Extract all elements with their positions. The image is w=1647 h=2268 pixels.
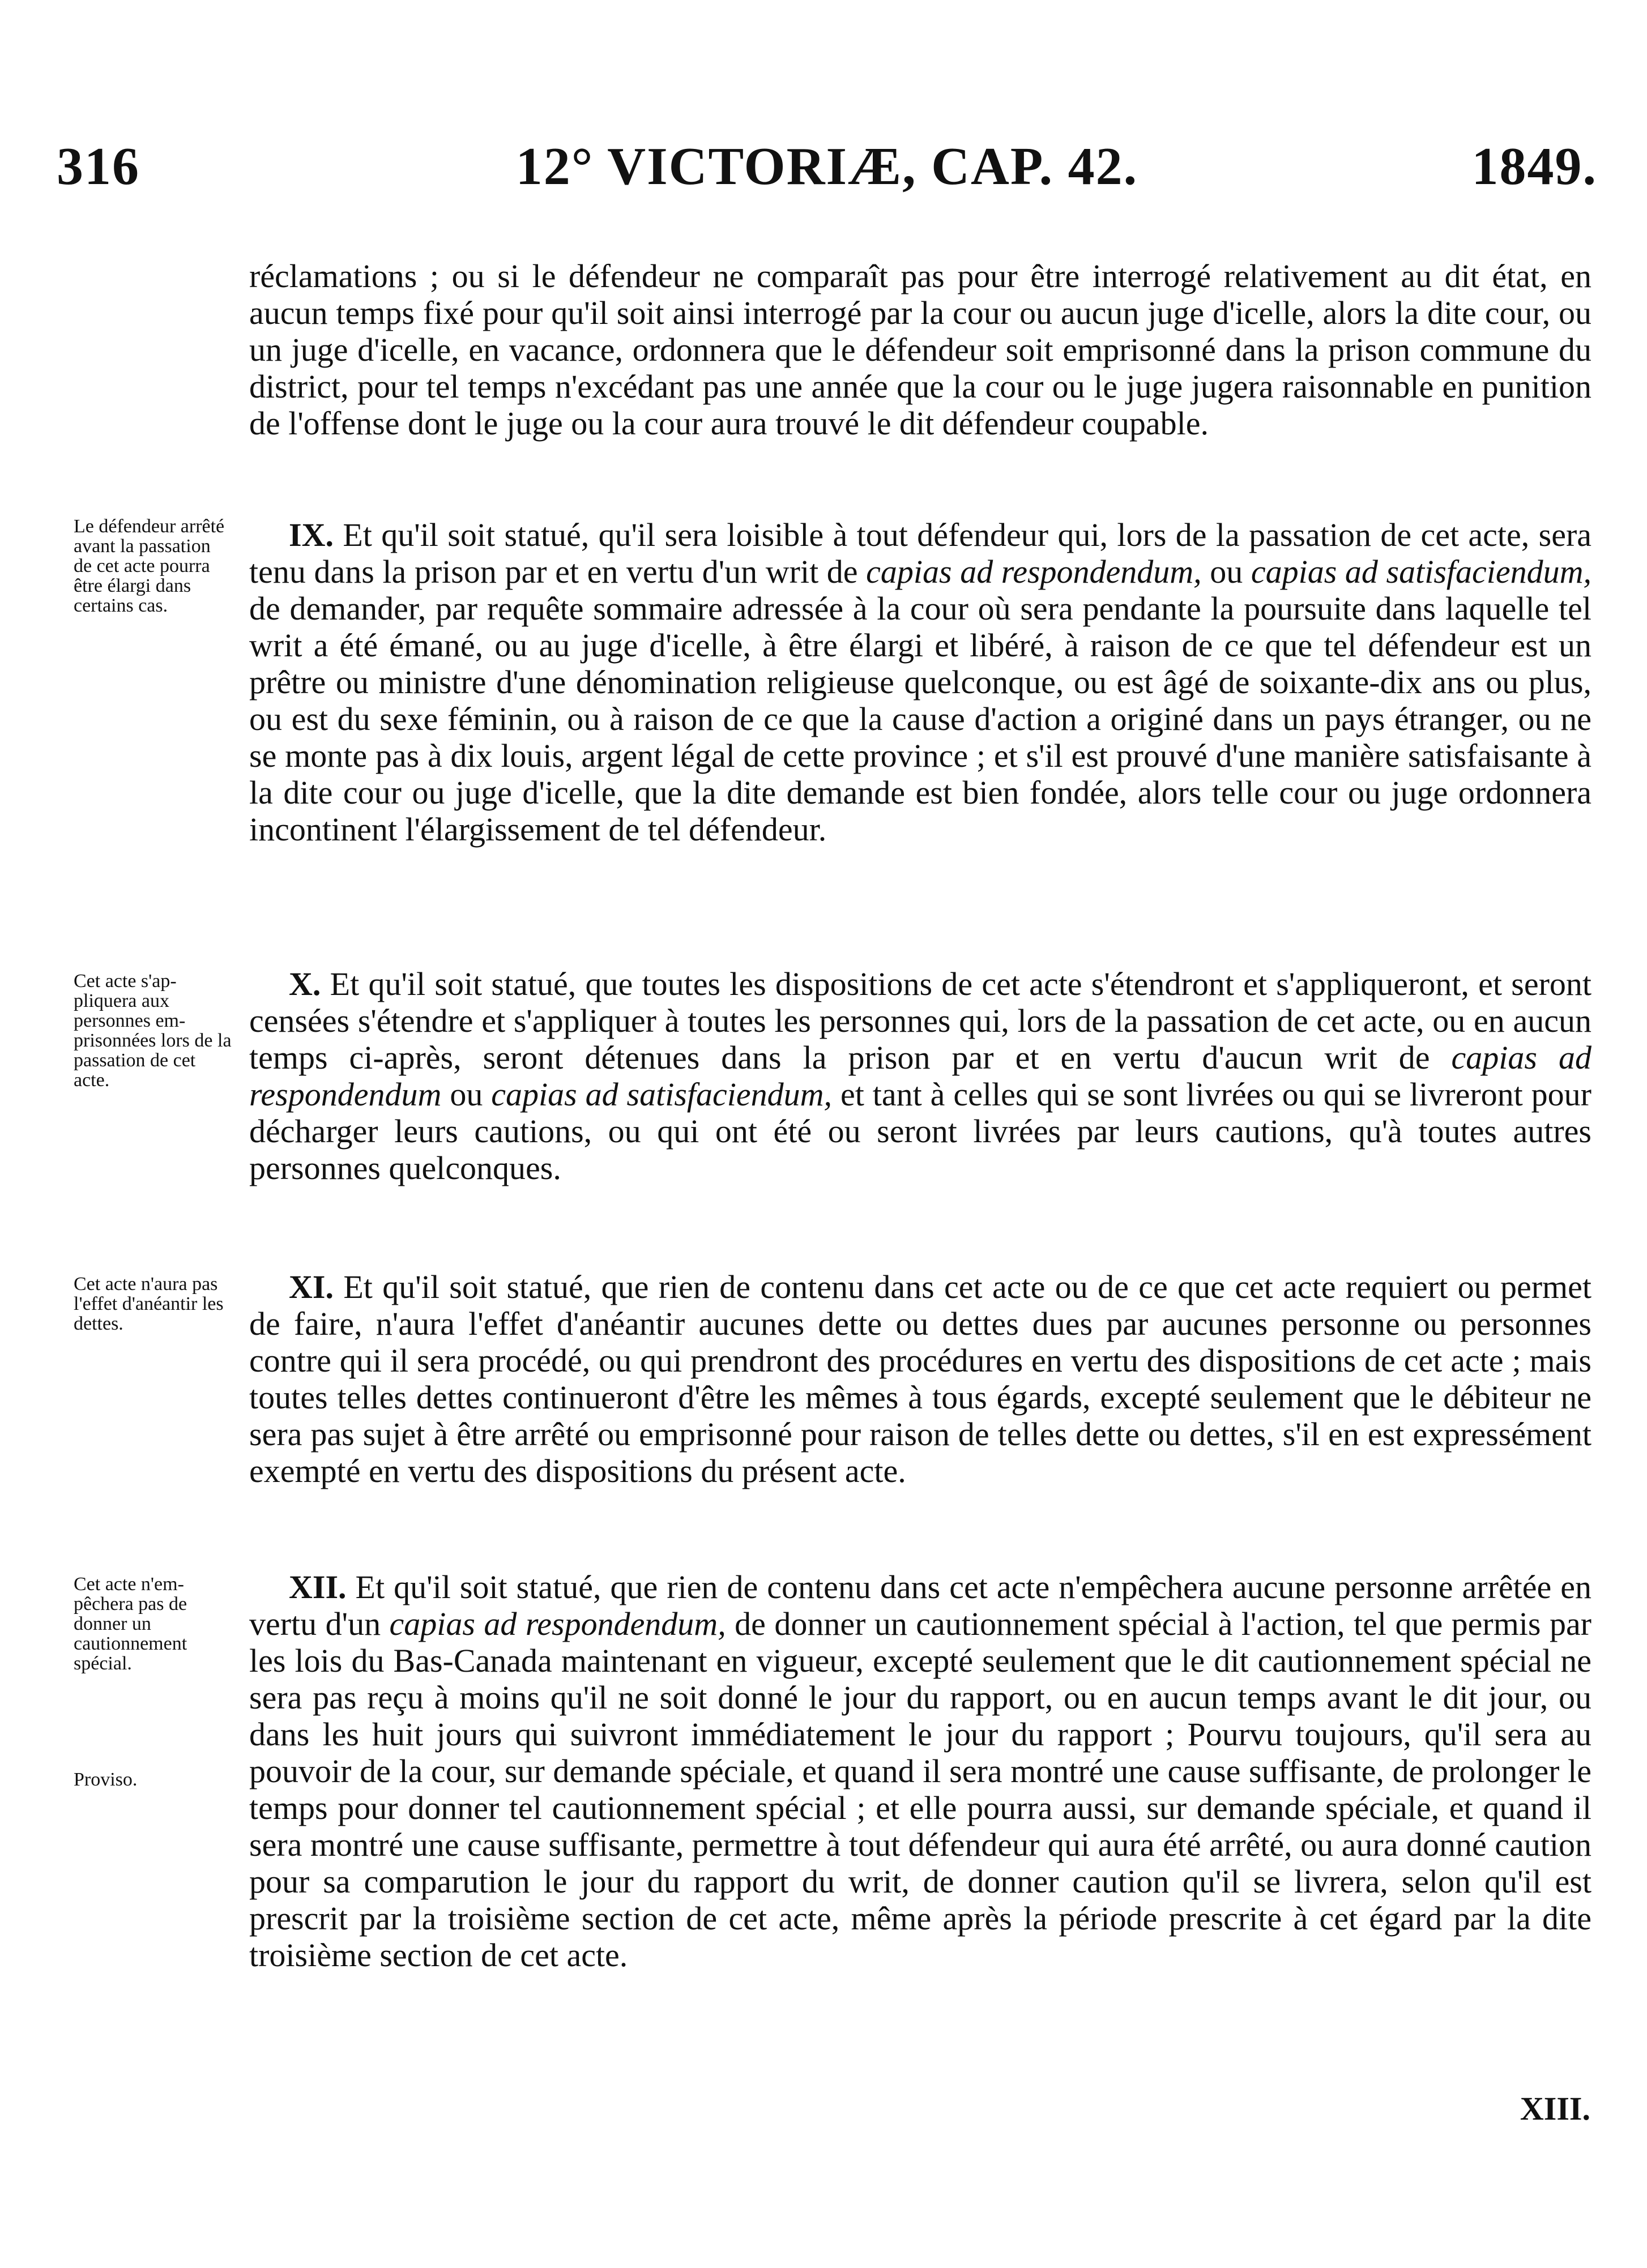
section-ix bbox=[249, 516, 1591, 848]
section-italic: capias ad respondendum bbox=[249, 1039, 1591, 1113]
section-text: de donner un cautionnement spécial à l'action, tel que permis par les lois du Bas-Canada maintenant en vigueur, excepté seulement que le dit cautionnement spécial ne sera pas reçu à moins qu'il ne soit donné le jour du rapport, ou en aucun temps avant le dit jour, ou dans les huit jours qui suivront immédiatement le jour du rapport ; Pourvu toujours, qu'il sera au pouvoir de la cour, sur demande spéciale, et quand il sera montré une cause suffisante, de prolonger le temps pour donner tel cautionnement spécial ; et elle pourra aussi, sur demande spéciale, et quand il sera montré une cause suffisante, permettre à tout défendeur qui aura été arrêté, ou aura donné caution pour sa comparution le jour du rapport du writ, de donner caution qu'il se livrera, selon qu'il est prescrit par la troisième section de cet acte, même après la période prescrite à cet égard par la dite troisième section de cet acte. bbox=[249, 1605, 1591, 1974]
section-text: Et qu'il soit statué, qu'il sera loisible à tout défendeur qui, lors de la passation de cet acte, sera tenu dans la prison par et en vertu d'un writ de bbox=[249, 516, 1591, 590]
margin-note-x: Cet acte s'appliquera aux personnes emprisonnées lors de la passation de cet acte. bbox=[74, 971, 232, 1091]
catchword: XIII. bbox=[1520, 2090, 1590, 2127]
section-xii bbox=[249, 1569, 1591, 1974]
margin-note-xii: Cet acte n'empêchera pas de donner un cautionnement spécial. bbox=[74, 1574, 187, 1674]
continuation-text: réclamations ; ou si le défendeur ne comparaît pas pour être interrogé relativement au dit état, en aucun temps fixé pour qu'il soit ainsi interrogé par la cour ou aucun juge d'icelle, alors la dite cour, ou un juge d'icelle, en vacance, ordonnera que le défendeur soit emprisonné dans la prison commune du district, pour tel temps n'excédant pas une année que la cour ou le juge jugera raisonnable en punition de l'offense dont le juge ou la cour aura trouvé le dit défendeur coupable. bbox=[249, 258, 1591, 442]
page-header bbox=[57, 136, 1597, 198]
margin-note-ix: Le défendeur arrêté avant la passation de cet acte pourra être élargi dans certains cas. bbox=[74, 516, 225, 616]
section-text: ou bbox=[441, 1076, 492, 1113]
section-text: de demander, par requête sommaire adressée à la cour où sera pendante la poursuite dans laquelle tel writ a été émané, ou au juge d'icelle, à être élargi et libéré, à raison de ce que tel défendeur est un prêtre ou ministre d'une dénomination religieuse quelconque, ou est âgé de soixante-dix ans ou plus, ou est du sexe féminin, ou à raison de ce que la cause d'action a originé dans un pays étranger, ou ne se monte pas à dix louis, argent légal de cette province ; et s'il est prouvé d'une manière satisfaisante à la dite cour ou juge d'icelle, que la dite demande est bien fondée, alors telle cour ou juge ordonnera incontinent l'élargissement de tel défendeur. bbox=[249, 590, 1591, 848]
section-text: Et qu'il soit statué, que rien de contenu dans cet acte ou de ce que cet acte requiert ou permet de faire, n'aura l'effet d'anéantir aucunes dette ou dettes dues par aucunes personne ou personnes contre qui il sera procédé, ou qui prendront des procédures en vertu des dispositions de cet acte ; mais toutes telles dettes continueront d'être les mêmes à tous égards, excepté seulement que le débiteur ne sera pas sujet à être arrêté ou emprisonné pour raison de telles dette ou dettes, s'il en est expressément exempté en vertu des dispositions du présent acte. bbox=[249, 1268, 1591, 1489]
margin-note-proviso: Proviso. bbox=[74, 1769, 138, 1790]
section-xi bbox=[249, 1268, 1591, 1489]
section-italic: capias ad respondendum, bbox=[389, 1605, 726, 1642]
section-text: Et qu'il soit statué, que toutes les dispositions de cet acte s'étendront et s'appliqueront, et seront censées s'étendre et s'appliquer à toutes les personnes qui, lors de la passation de cet acte, ou en aucun temps ci-après, seront détenues dans la prison par et en vertu d'aucun writ de bbox=[249, 966, 1591, 1076]
section-number: IX. bbox=[289, 516, 334, 553]
section-italic: capias ad respondendum, bbox=[866, 553, 1202, 590]
section-text: ou bbox=[1201, 553, 1251, 590]
page-number: 316 bbox=[57, 137, 140, 196]
section-italic: capias ad satisfaciendum, bbox=[1251, 553, 1592, 590]
section-text: et tant à celles qui se sont livrées ou qui se livreront pour décharger leurs cautions, ou qui ont été ou seront livrées par leurs cautions, qu'à toutes autres personnes quelconques. bbox=[249, 1076, 1591, 1186]
header-year: 1849. bbox=[1471, 137, 1597, 196]
section-number: XII. bbox=[289, 1569, 347, 1605]
margin-note-xi: Cet acte n'aura pas l'effet d'anéantir les dettes. bbox=[74, 1274, 224, 1334]
section-x bbox=[249, 966, 1591, 1186]
continuation-paragraph bbox=[249, 258, 1591, 442]
running-title: 12° VICTORIÆ, CAP. 42. bbox=[515, 137, 1138, 196]
section-number: X. bbox=[289, 966, 321, 1002]
section-italic: capias ad satisfaciendum, bbox=[491, 1076, 833, 1113]
section-number: XI. bbox=[289, 1268, 334, 1305]
section-text: Et qu'il soit statué, que rien de contenu dans cet acte n'empêchera aucune personne arrêtée en vertu d'un bbox=[249, 1569, 1591, 1642]
